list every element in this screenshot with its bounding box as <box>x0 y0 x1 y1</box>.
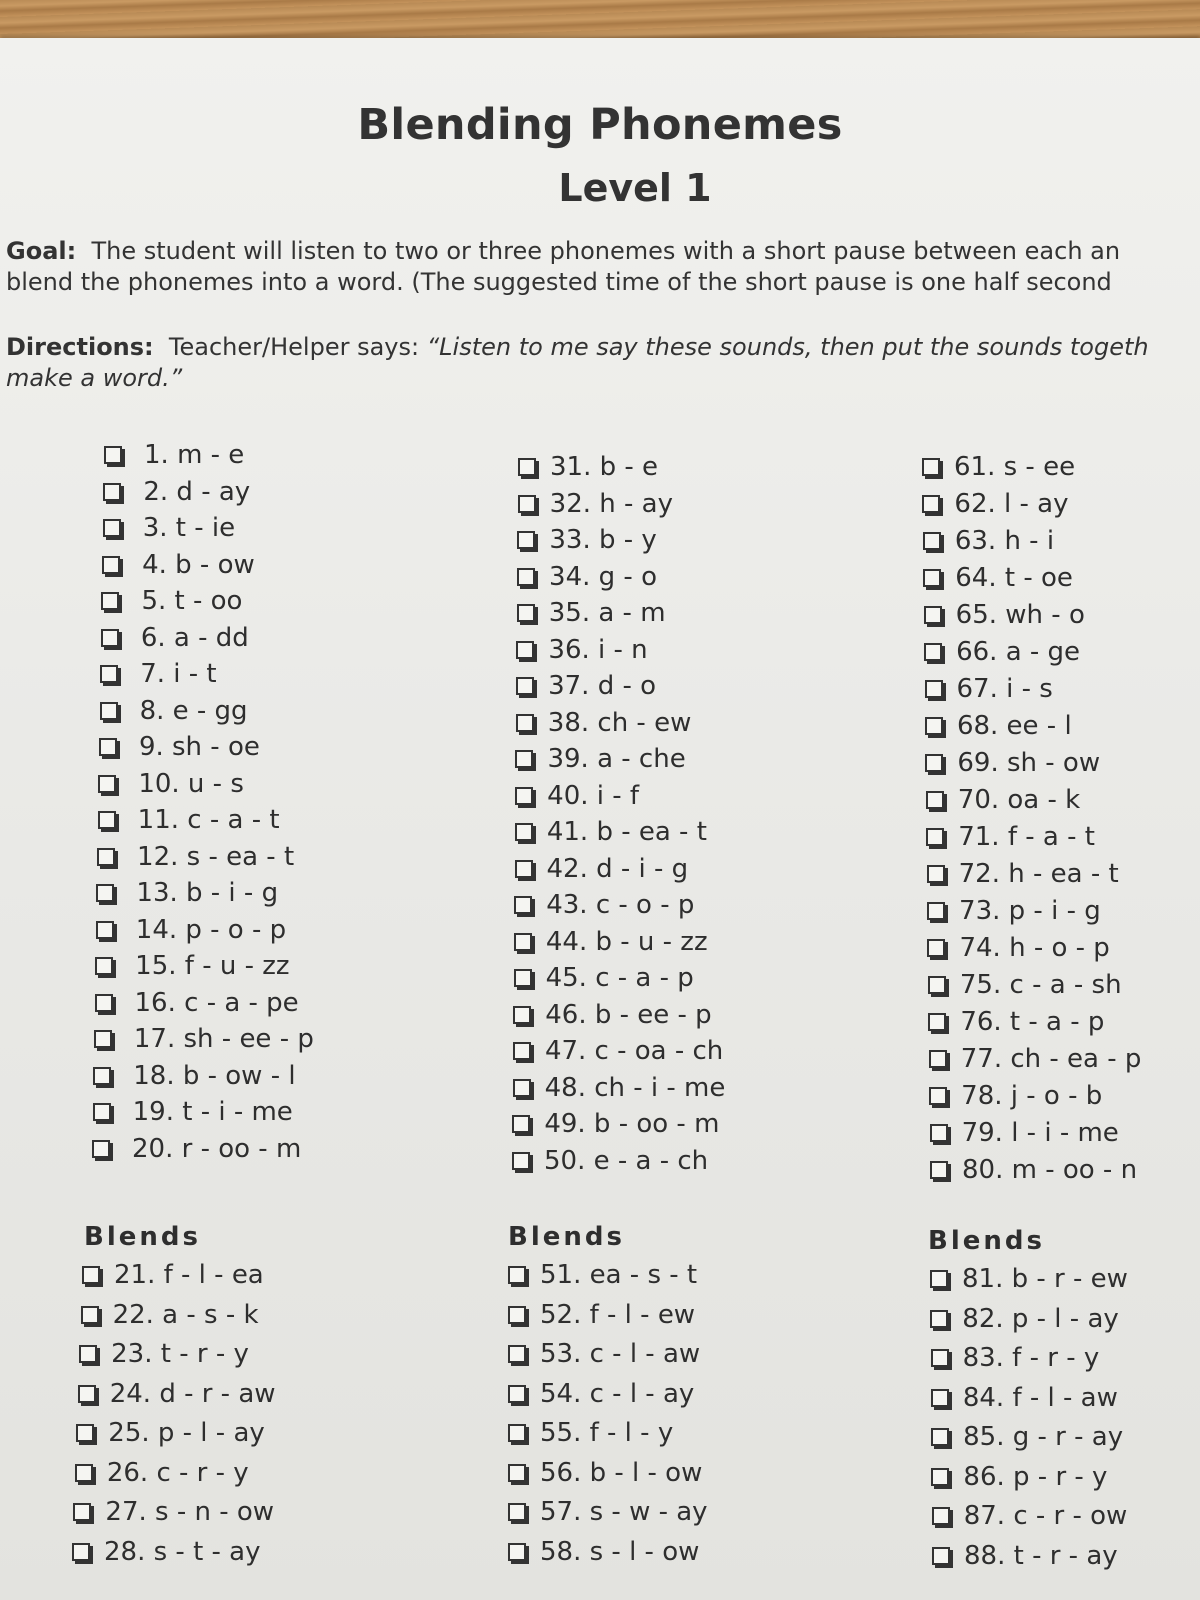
item-checkbox[interactable] <box>926 828 944 846</box>
item-label: 80. m - oo - n <box>962 1155 1138 1185</box>
list-item <box>516 671 656 701</box>
item-label: 43. c - o - p <box>546 890 695 920</box>
item-label: 82. p - l - ay <box>962 1303 1119 1334</box>
item-label: 36. i - n <box>548 634 648 665</box>
list-item <box>104 440 244 470</box>
item-checkbox[interactable] <box>928 1013 946 1031</box>
item-checkbox[interactable] <box>508 1424 526 1442</box>
item-label: 69. sh - ow <box>957 748 1101 778</box>
item-checkbox[interactable] <box>517 568 535 586</box>
item-checkbox[interactable] <box>103 483 121 501</box>
item-checkbox[interactable] <box>927 939 945 957</box>
item-checkbox[interactable] <box>512 1115 530 1133</box>
list-item <box>927 933 1109 963</box>
item-checkbox[interactable] <box>513 1079 531 1097</box>
item-checkbox[interactable] <box>516 714 534 732</box>
list-item <box>927 896 1101 926</box>
list-item <box>98 769 244 799</box>
item-checkbox[interactable] <box>81 1306 99 1324</box>
list-item <box>508 1458 702 1488</box>
item-checkbox[interactable] <box>101 592 119 610</box>
list-item <box>923 563 1073 593</box>
list-item <box>513 1000 711 1030</box>
directions-quote-line1: “Listen to me say these sounds, then put the sounds togeth <box>426 333 1149 361</box>
list-item <box>514 963 694 993</box>
item-label: 54. c - l - ay <box>540 1378 695 1409</box>
list-item <box>508 1300 695 1330</box>
item-label: 31. b - e <box>550 452 659 482</box>
list-item <box>508 1537 699 1567</box>
list-item <box>924 637 1080 667</box>
item-checkbox[interactable] <box>76 1424 94 1442</box>
item-label: 20. r - oo - m <box>132 1133 302 1164</box>
item-checkbox[interactable] <box>514 896 532 914</box>
list-item <box>78 1379 276 1409</box>
item-checkbox[interactable] <box>93 1067 111 1085</box>
item-checkbox[interactable] <box>94 1030 112 1048</box>
list-item <box>508 1339 700 1369</box>
item-checkbox[interactable] <box>508 1503 526 1521</box>
item-checkbox[interactable] <box>72 1543 90 1561</box>
item-label: 19. t - i - me <box>132 1097 293 1127</box>
item-label: 42. d - i - g <box>546 853 689 884</box>
list-item <box>93 1097 293 1127</box>
list-item <box>75 1458 249 1488</box>
item-label: 77. ch - ea - p <box>960 1044 1142 1074</box>
item-checkbox[interactable] <box>930 1161 948 1179</box>
list-item <box>98 805 280 835</box>
list-item <box>94 1024 314 1054</box>
list-item <box>72 1537 261 1567</box>
list-item <box>97 842 294 872</box>
list-item <box>81 1300 259 1330</box>
item-checkbox[interactable] <box>931 1428 949 1446</box>
item-label: 68. ee - l <box>956 711 1072 741</box>
item-label: 87. c - r - ow <box>963 1501 1128 1531</box>
item-checkbox[interactable] <box>924 606 942 624</box>
list-item <box>512 1109 719 1139</box>
list-item <box>518 489 673 519</box>
item-label: 12. s - ea - t <box>137 841 295 872</box>
item-checkbox[interactable] <box>517 604 535 622</box>
list-item <box>926 822 1095 852</box>
item-checkbox[interactable] <box>929 1050 947 1068</box>
item-label: 61. s - ee <box>954 452 1076 482</box>
list-item <box>931 1462 1107 1492</box>
directions-speaker: Teacher/Helper says: <box>168 333 420 361</box>
item-checkbox[interactable] <box>512 1152 530 1170</box>
item-checkbox[interactable] <box>925 680 943 698</box>
list-item <box>100 659 216 689</box>
list-item <box>79 1339 249 1369</box>
item-checkbox[interactable] <box>515 860 533 878</box>
item-checkbox[interactable] <box>100 702 118 720</box>
item-label: 50. e - a - ch <box>544 1145 709 1176</box>
item-label: 76. t - a - p <box>960 1007 1105 1037</box>
item-label: 73. p - i - g <box>959 896 1101 926</box>
item-label: 49. b - oo - m <box>544 1109 720 1139</box>
item-label: 66. a - ge <box>956 637 1081 667</box>
item-label: 11. c - a - t <box>137 805 280 835</box>
item-label: 13. b - i - g <box>136 878 279 908</box>
goal-label: Goal: <box>6 237 77 265</box>
item-checkbox[interactable] <box>103 519 121 537</box>
item-label: 21. f - l - ea <box>114 1260 264 1290</box>
list-item <box>924 600 1085 630</box>
item-checkbox[interactable] <box>75 1464 93 1482</box>
item-label: 55. f - l - y <box>540 1418 674 1448</box>
item-checkbox[interactable] <box>929 1087 947 1105</box>
item-label: 9. sh - oe <box>138 732 260 762</box>
list-item <box>516 708 692 738</box>
item-checkbox[interactable] <box>92 1140 110 1158</box>
list-item <box>926 785 1080 815</box>
item-label: 41. b - ea - t <box>546 817 707 847</box>
list-item <box>922 489 1068 519</box>
item-label: 2. d - ay <box>143 476 251 507</box>
item-checkbox[interactable] <box>931 1389 949 1407</box>
item-label: 84. f - l - aw <box>962 1382 1118 1413</box>
page-title: Blending Phonemes <box>357 100 843 150</box>
list-item <box>517 598 666 628</box>
list-item <box>931 1422 1123 1452</box>
list-item <box>512 1146 708 1176</box>
item-checkbox[interactable] <box>508 1345 526 1363</box>
list-item <box>929 1044 1142 1074</box>
item-checkbox[interactable] <box>930 1310 948 1328</box>
list-item <box>928 970 1122 1000</box>
item-checkbox[interactable] <box>514 969 532 987</box>
worksheet-page <box>0 38 1200 1600</box>
list-item <box>515 744 685 774</box>
list-item <box>932 1541 1118 1571</box>
item-label: 6. a - dd <box>140 622 249 653</box>
list-item <box>95 951 289 981</box>
item-label: 63. h - i <box>954 526 1055 556</box>
list-item <box>102 550 255 580</box>
item-checkbox[interactable] <box>96 921 114 939</box>
item-checkbox[interactable] <box>515 787 533 805</box>
item-label: 81. b - r - ew <box>962 1264 1128 1294</box>
item-checkbox[interactable] <box>931 1349 949 1367</box>
item-checkbox[interactable] <box>924 643 942 661</box>
item-label: 72. h - ea - t <box>958 859 1119 889</box>
list-item <box>513 1073 726 1103</box>
item-checkbox[interactable] <box>99 738 117 756</box>
item-checkbox[interactable] <box>926 791 944 809</box>
item-checkbox[interactable] <box>518 495 536 513</box>
item-label: 62. l - ay <box>954 489 1069 519</box>
item-label: 24. d - r - aw <box>109 1378 276 1409</box>
item-checkbox[interactable] <box>95 957 113 975</box>
item-checkbox[interactable] <box>932 1507 950 1525</box>
list-item <box>925 711 1072 741</box>
item-label: 15. f - u - zz <box>135 951 290 981</box>
page-subtitle: Level 1 <box>558 166 712 210</box>
item-checkbox[interactable] <box>514 933 532 951</box>
list-item <box>930 1304 1118 1334</box>
item-label: 10. u - s <box>138 768 244 799</box>
item-label: 79. l - i - me <box>961 1118 1119 1148</box>
item-label: 28. s - t - ay <box>104 1536 261 1567</box>
item-label: 57. s - w - ay <box>540 1497 708 1527</box>
item-checkbox[interactable] <box>95 994 113 1012</box>
directions-quote-line2: make a word.” <box>6 364 183 392</box>
list-item <box>513 1036 723 1066</box>
list-item <box>930 1155 1137 1185</box>
list-item <box>931 1343 1100 1373</box>
item-checkbox[interactable] <box>97 848 115 866</box>
item-label: 46. b - ee - p <box>545 999 712 1030</box>
item-label: 53. c - l - aw <box>540 1339 701 1369</box>
item-checkbox[interactable] <box>82 1266 100 1284</box>
item-checkbox[interactable] <box>508 1306 526 1324</box>
list-item <box>922 452 1075 482</box>
item-label: 27. s - n - ow <box>105 1497 275 1527</box>
list-item <box>103 513 235 543</box>
list-item <box>101 623 249 653</box>
item-label: 39. a - che <box>547 744 686 774</box>
item-checkbox[interactable] <box>508 1543 526 1561</box>
item-label: 23. t - r - y <box>111 1339 249 1369</box>
item-label: 52. f - l - ew <box>540 1299 696 1330</box>
list-item <box>92 1134 301 1164</box>
item-checkbox[interactable] <box>922 458 940 476</box>
list-item <box>96 915 286 945</box>
item-label: 35. a - m <box>548 598 666 628</box>
item-checkbox[interactable] <box>508 1385 526 1403</box>
item-label: 64. t - oe <box>955 563 1073 593</box>
list-item <box>508 1260 697 1290</box>
item-checkbox[interactable] <box>101 629 119 647</box>
goal-paragraph <box>6 236 1200 298</box>
item-label: 7. i - t <box>140 659 217 689</box>
item-label: 33. b - y <box>549 525 657 555</box>
item-checkbox[interactable] <box>922 495 940 513</box>
item-checkbox[interactable] <box>100 665 118 683</box>
list-item <box>514 890 694 920</box>
list-item <box>932 1501 1128 1531</box>
item-label: 34. g - o <box>549 561 657 592</box>
item-label: 78. j - o - b <box>961 1081 1103 1111</box>
list-item <box>517 525 656 555</box>
item-checkbox[interactable] <box>78 1385 96 1403</box>
item-checkbox[interactable] <box>928 976 946 994</box>
list-item <box>925 748 1100 778</box>
list-item <box>101 586 242 616</box>
item-checkbox[interactable] <box>516 677 534 695</box>
item-label: 44. b - u - zz <box>545 926 708 957</box>
item-label: 51. ea - s - t <box>540 1260 698 1290</box>
item-label: 56. b - l - ow <box>540 1457 703 1488</box>
goal-text-line2: blend the phonemes into a word. (The suggested time of the short pause is one half second <box>6 268 1112 296</box>
item-label: 3. t - ie <box>142 513 236 543</box>
item-checkbox[interactable] <box>930 1270 948 1288</box>
item-label: 74. h - o - p <box>959 933 1110 963</box>
list-item <box>925 674 1053 704</box>
item-checkbox[interactable] <box>513 1042 531 1060</box>
list-item <box>518 452 658 482</box>
list-item <box>76 1418 264 1448</box>
list-item <box>514 927 708 957</box>
item-checkbox[interactable] <box>104 446 122 464</box>
item-checkbox[interactable] <box>931 1468 949 1486</box>
item-checkbox[interactable] <box>927 865 945 883</box>
directions-label: Directions: <box>6 333 154 361</box>
list-item <box>931 1383 1118 1413</box>
item-label: 86. p - r - y <box>963 1461 1108 1492</box>
list-item <box>508 1497 708 1527</box>
item-checkbox[interactable] <box>517 531 535 549</box>
item-checkbox[interactable] <box>79 1345 97 1363</box>
item-label: 26. c - r - y <box>106 1457 249 1488</box>
item-checkbox[interactable] <box>515 823 533 841</box>
item-label: 8. e - gg <box>139 695 248 726</box>
item-checkbox[interactable] <box>927 902 945 920</box>
list-item <box>508 1418 673 1448</box>
list-item <box>96 878 278 908</box>
item-checkbox[interactable] <box>925 754 943 772</box>
item-checkbox[interactable] <box>930 1124 948 1142</box>
item-label: 40. i - f <box>547 780 640 811</box>
item-checkbox[interactable] <box>515 750 533 768</box>
item-checkbox[interactable] <box>508 1266 526 1284</box>
item-label: 88. t - r - ay <box>964 1540 1118 1571</box>
item-label: 48. ch - i - me <box>544 1072 726 1103</box>
item-label: 32. h - ay <box>549 488 673 519</box>
item-label: 16. c - a - pe <box>134 987 299 1018</box>
item-label: 18. b - ow - l <box>133 1060 296 1091</box>
item-checkbox[interactable] <box>98 775 116 793</box>
item-label: 85. g - r - ay <box>963 1422 1124 1452</box>
section-heading-blends: Blends <box>84 1222 201 1252</box>
item-checkbox[interactable] <box>73 1503 91 1521</box>
item-label: 17. sh - ee - p <box>133 1024 314 1054</box>
list-item <box>93 1061 295 1091</box>
item-checkbox[interactable] <box>518 458 536 476</box>
list-item <box>515 854 689 884</box>
item-checkbox[interactable] <box>93 1103 111 1121</box>
item-label: 65. wh - o <box>955 600 1085 630</box>
item-checkbox[interactable] <box>923 569 941 587</box>
item-checkbox[interactable] <box>508 1464 526 1482</box>
item-label: 75. c - a - sh <box>959 970 1122 1000</box>
list-item <box>515 817 707 847</box>
item-label: 25. p - l - ay <box>108 1418 265 1448</box>
list-item <box>927 859 1119 889</box>
directions-paragraph <box>6 332 1200 394</box>
item-label: 22. a - s - k <box>112 1299 259 1330</box>
list-item <box>95 988 299 1018</box>
list-item <box>100 696 248 726</box>
list-item <box>508 1379 694 1409</box>
list-item <box>516 635 647 665</box>
item-label: 38. ch - ew <box>547 707 692 738</box>
item-label: 4. b - ow <box>142 549 255 580</box>
item-label: 67. i - s <box>956 674 1053 704</box>
item-checkbox[interactable] <box>925 717 943 735</box>
list-item <box>99 732 260 762</box>
item-checkbox[interactable] <box>102 556 120 574</box>
item-checkbox[interactable] <box>932 1547 950 1565</box>
item-label: 83. f - r - y <box>962 1343 1100 1373</box>
section-heading-blends: Blends <box>508 1222 625 1252</box>
item-label: 58. s - l - ow <box>540 1536 700 1567</box>
item-label: 5. t - oo <box>141 586 243 616</box>
item-label: 47. c - oa - ch <box>544 1036 724 1066</box>
item-checkbox[interactable] <box>516 641 534 659</box>
list-item <box>517 562 657 592</box>
goal-text-line1: The student will listen to two or three phonemes with a short pause between each an <box>91 237 1121 265</box>
list-item <box>930 1118 1119 1148</box>
item-label: 1. m - e <box>144 440 245 470</box>
item-label: 71. f - a - t <box>958 822 1095 852</box>
item-checkbox[interactable] <box>923 532 941 550</box>
section-heading-blends: Blends <box>928 1226 1045 1256</box>
item-label: 37. d - o <box>548 671 657 701</box>
item-checkbox[interactable] <box>96 884 114 902</box>
item-label: 45. c - a - p <box>545 963 694 993</box>
list-item <box>928 1007 1104 1037</box>
list-item <box>515 781 639 811</box>
item-checkbox[interactable] <box>98 811 116 829</box>
list-item <box>82 1260 264 1290</box>
list-item <box>929 1081 1102 1111</box>
item-label: 14. p - o - p <box>135 914 287 945</box>
item-label: 70. oa - k <box>957 785 1081 815</box>
list-item <box>923 526 1054 556</box>
list-item <box>73 1497 274 1527</box>
list-item <box>930 1264 1128 1294</box>
list-item <box>103 477 250 507</box>
item-checkbox[interactable] <box>513 1006 531 1024</box>
